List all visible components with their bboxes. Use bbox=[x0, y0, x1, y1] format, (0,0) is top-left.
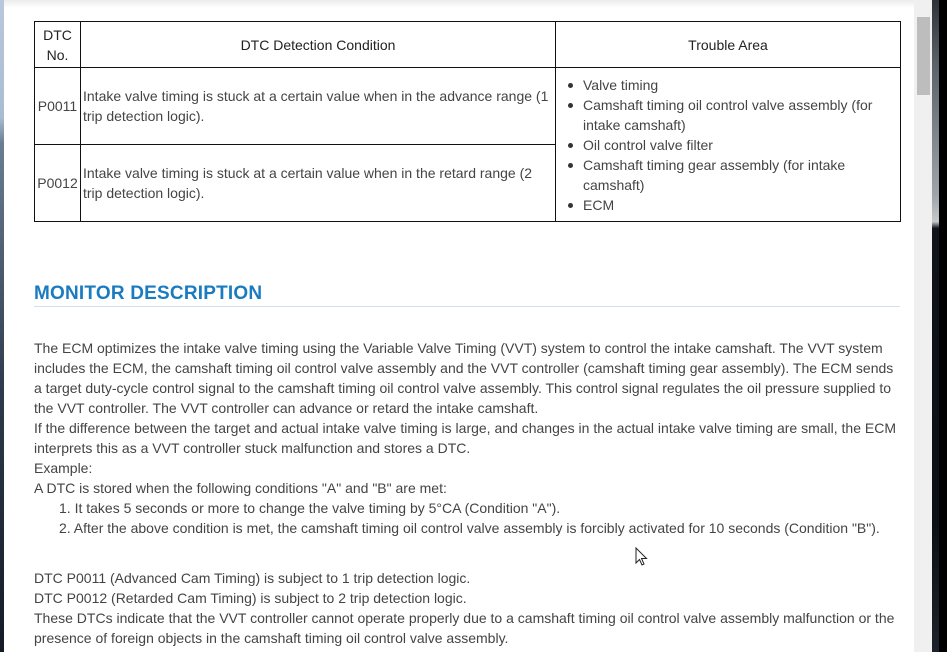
header-dtc-line2: No. bbox=[46, 46, 69, 63]
list-item: 2. After the above condition is met, the camshaft timing oil control valve assembly is forcibly activated for 10 seconds (Condition "B"). bbox=[59, 520, 880, 536]
list-item: Oil control valve filter bbox=[583, 135, 896, 155]
list-item: Camshaft timing oil control valve assembly (for intake camshaft) bbox=[583, 95, 896, 135]
desktop-background-right bbox=[932, 0, 939, 652]
scroll-thumb[interactable] bbox=[917, 17, 930, 95]
spacer bbox=[34, 538, 900, 568]
header-dtc-line1: DTC bbox=[43, 26, 72, 43]
header-trouble-area: Trouble Area bbox=[556, 22, 901, 68]
conditions-intro: A DTC is stored when the following conditions "A" and "B" are met: bbox=[34, 480, 447, 496]
list-item: Camshaft timing gear assembly (for intake camshaft) bbox=[583, 155, 896, 195]
mouse-cursor-icon bbox=[635, 547, 649, 567]
section-title: MONITOR DESCRIPTION bbox=[34, 283, 900, 307]
detection-condition: Intake valve timing is stuck at a certain value when in the advance range (1 trip detection logic). bbox=[81, 68, 556, 145]
list-item: Valve timing bbox=[583, 75, 896, 95]
vertical-scrollbar[interactable] bbox=[914, 0, 932, 652]
list-item: ECM bbox=[583, 195, 896, 215]
dtc-code: P0012 bbox=[35, 145, 81, 222]
document-viewer bbox=[4, 0, 914, 652]
desktop-edge bbox=[939, 0, 947, 652]
description-paragraph: The ECM optimizes the intake valve timing using the Variable Valve Timing (VVT) system to control the intake camshaft. The VVT system includes the ECM, the camshaft timing oil control valve assembly and the VVT controller (camshaft timing gear assembly). The ECM sends a target duty-cycle control signal to the camshaft timing oil control valve assembly. This control signal regulates the oil pressure supplied to the VVT controller. The VVT controller can advance or retard the intake camshaft. bbox=[34, 340, 894, 416]
conditions-list bbox=[34, 498, 900, 538]
document-content bbox=[34, 21, 900, 648]
p0012-note: DTC P0012 (Retarded Cam Timing) is subject to 2 trip detection logic. bbox=[34, 590, 467, 606]
dtc-code: P0011 bbox=[35, 68, 81, 145]
p0011-note: DTC P0011 (Advanced Cam Timing) is subject to 1 trip detection logic. bbox=[34, 570, 471, 586]
description-paragraph: If the difference between the target and actual intake valve timing is large, and changes in the actual intake valve timing are small, the ECM interprets this as a VVT controller stuck malfunction and stores a DTC. bbox=[34, 420, 897, 456]
table-row bbox=[35, 68, 901, 145]
header-detection-condition: DTC Detection Condition bbox=[81, 22, 556, 68]
trouble-area-list bbox=[583, 75, 896, 215]
example-label: Example: bbox=[34, 460, 93, 476]
monitor-description bbox=[34, 338, 900, 648]
header-dtc-no bbox=[35, 22, 81, 68]
table-header-row bbox=[35, 22, 901, 68]
top-shadow bbox=[4, 0, 914, 8]
list-item: 1. It takes 5 seconds or more to change the valve timing by 5°CA (Condition "A"). bbox=[59, 500, 561, 516]
detection-condition: Intake valve timing is stuck at a certain value when in the retard range (2 trip detection logic). bbox=[81, 145, 556, 222]
final-note: These DTCs indicate that the VVT controller cannot operate properly due to a camshaft timing oil control valve assembly malfunction or the presence of foreign objects in the camshaft timing oil control valve assembly. bbox=[34, 610, 895, 646]
dtc-table bbox=[34, 21, 901, 222]
trouble-area-cell bbox=[556, 68, 901, 222]
